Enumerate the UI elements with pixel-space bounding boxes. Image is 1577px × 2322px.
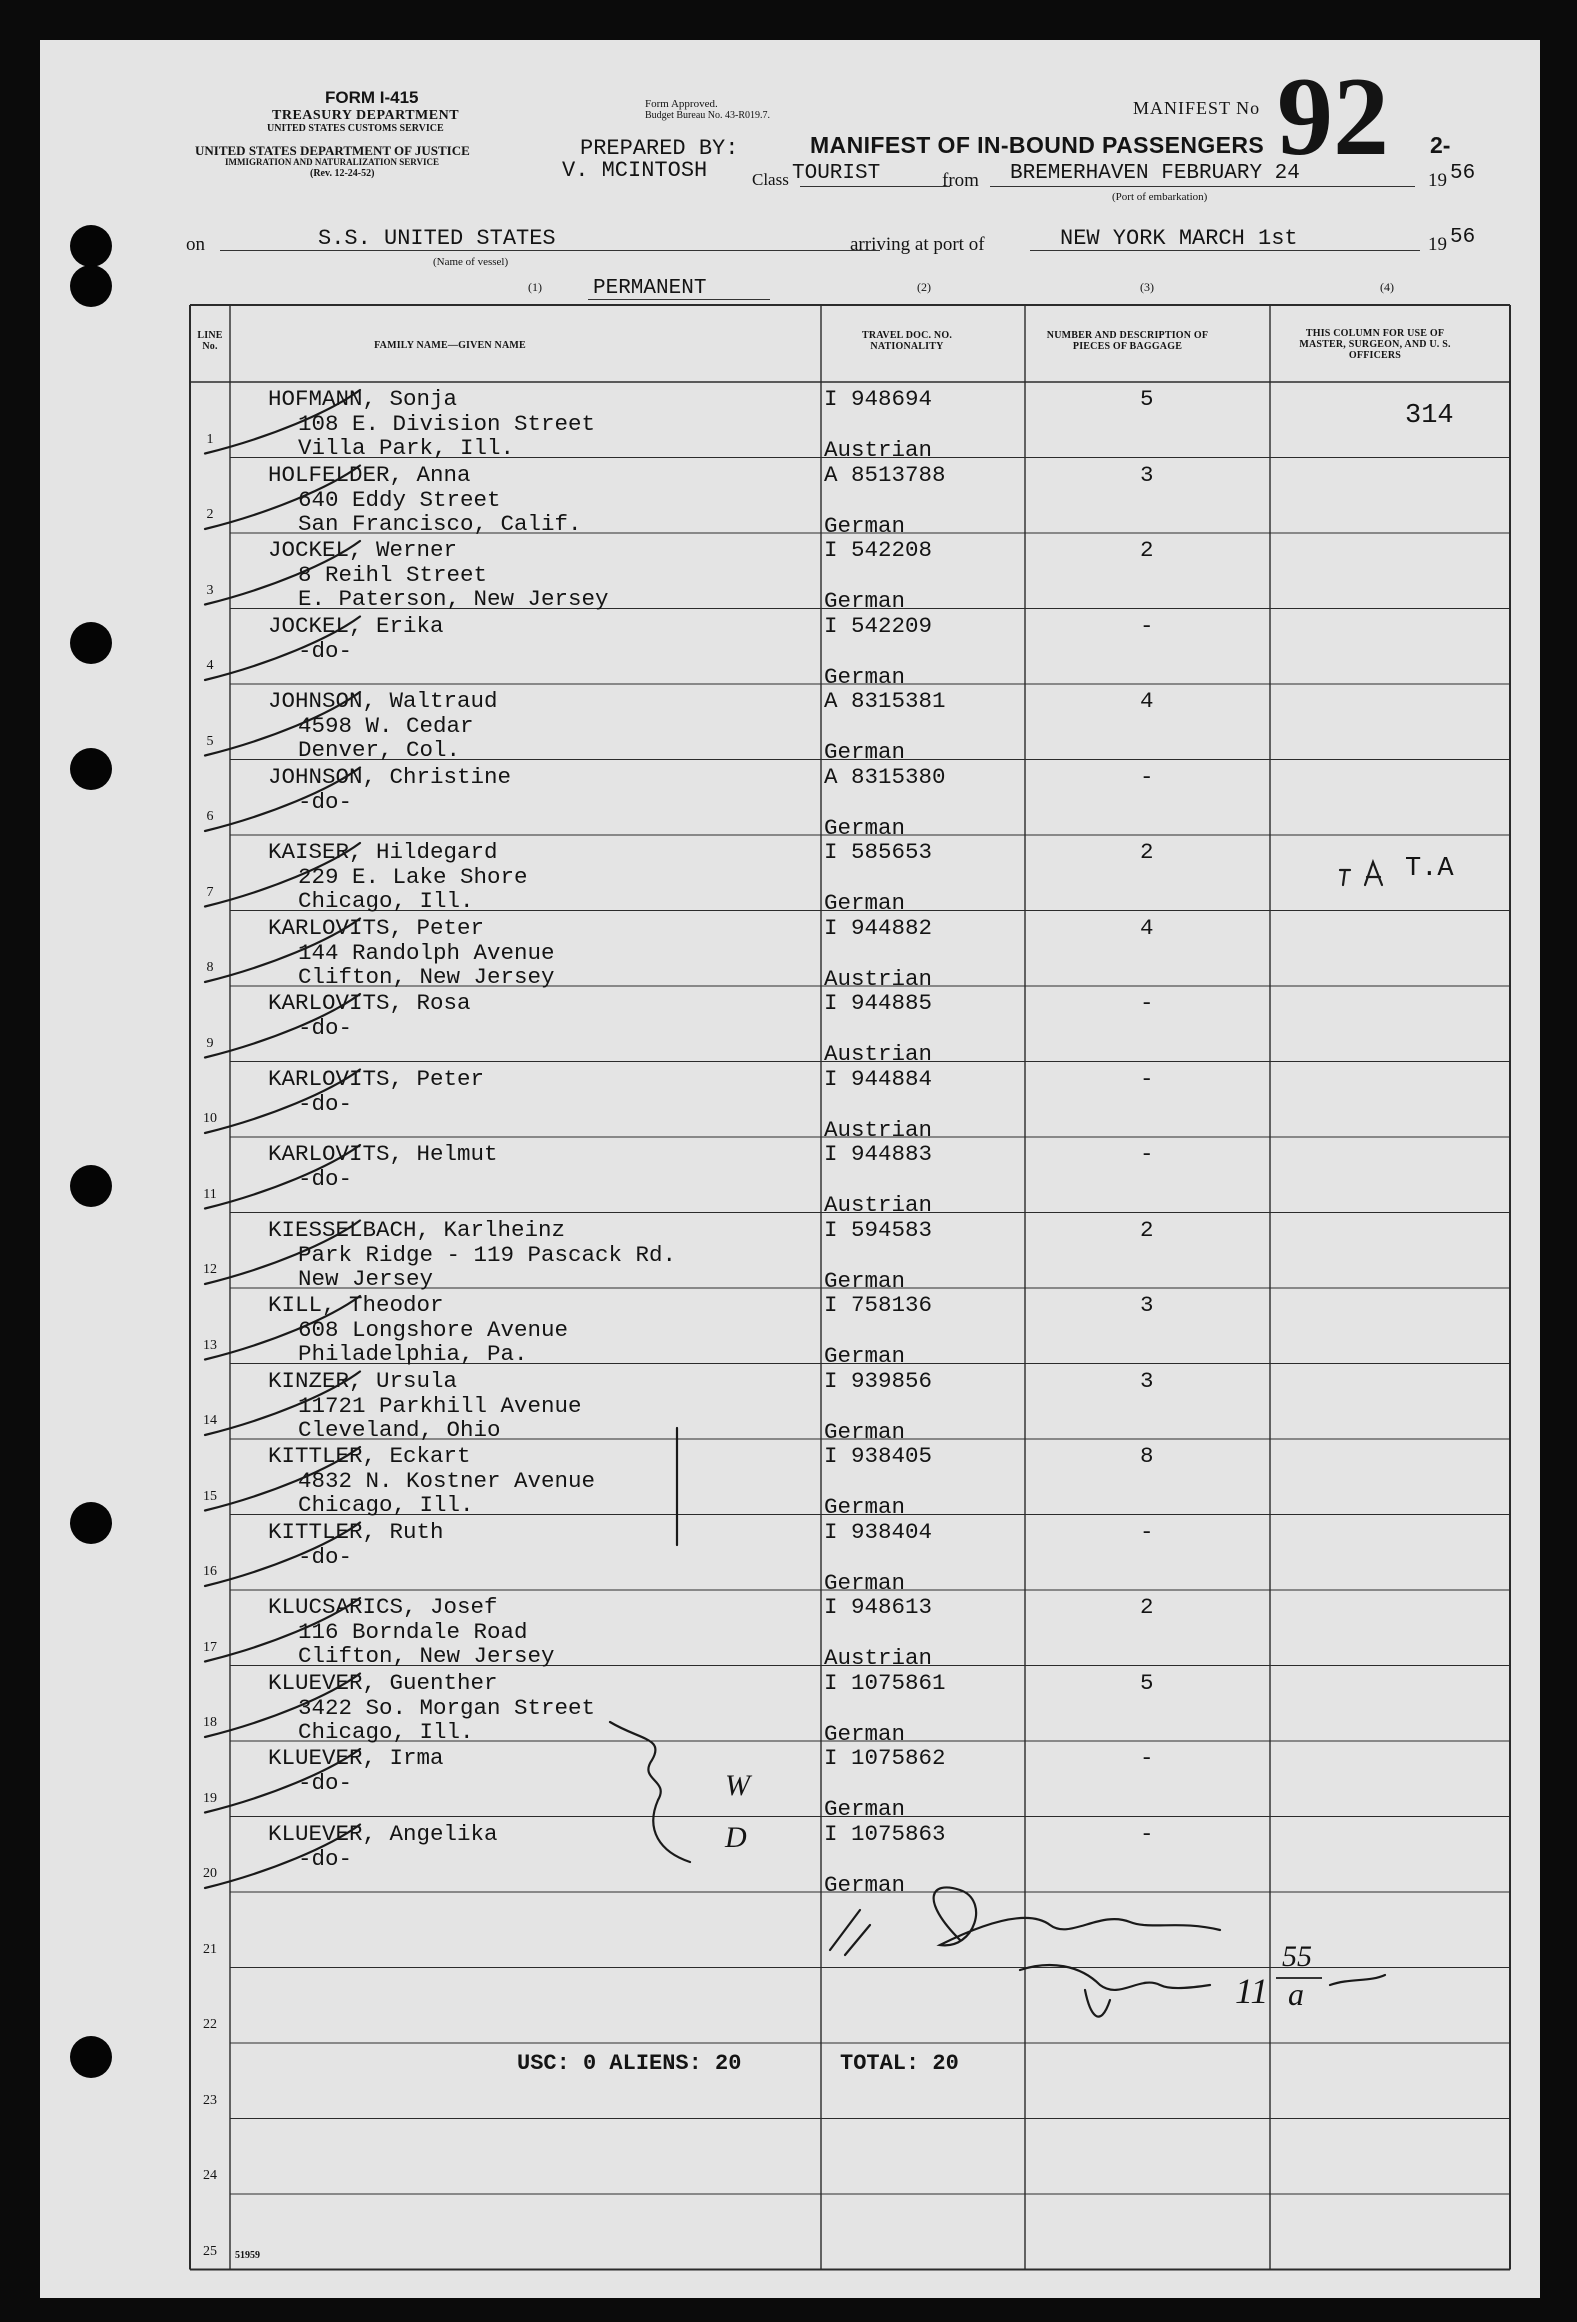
baggage-count: 2 [1140,1594,1154,1620]
line-number: 20 [203,1866,217,1881]
vessel-name: S.S. UNITED STATES [318,226,556,251]
nationality: Austrian [824,1116,933,1143]
prepared-by-label: PREPARED BY: [580,136,739,161]
line-number: 18 [203,1715,217,1730]
address-line-1: -do- [298,1166,353,1192]
passenger-name: KLUEVER, Irma [268,1745,444,1771]
total-count: TOTAL: 20 [840,2051,959,2076]
manifest-title-tail: 2- [1430,132,1451,158]
travel-doc-number: I 594583 [824,1216,933,1243]
column-number: (3) [1140,280,1154,294]
baggage-count: - [1140,763,1154,790]
passenger-name: KLUEVER, Angelika [268,1820,498,1847]
travel-doc-number: I 939856 [824,1367,933,1394]
passenger-name: JOHNSON, Christine [268,763,512,790]
passenger-name: JOCKEL, Erika [268,612,444,639]
nationality: Austrian [824,437,933,463]
address-line-1: -do- [298,788,353,815]
baggage-count: - [1140,1141,1154,1167]
baggage-count: 4 [1140,914,1154,941]
officer-note: 314 [1405,401,1454,431]
travel-doc-number: I 1075863 [824,1820,946,1847]
fraction-numerator: 55 [1282,1940,1312,1973]
line-number: 25 [203,2243,217,2259]
baggage-count: 3 [1140,461,1154,488]
check-mark [205,994,360,1058]
nationality: German [824,663,906,690]
signature-stroke [1020,1965,1210,1990]
check-mark [205,541,360,605]
line-number: 9 [206,1035,214,1051]
check-mark [205,617,360,681]
fraction-denominator: a [1288,1976,1304,2012]
address-line-1: 640 Eddy Street [298,486,501,513]
slash-mark [845,1925,870,1955]
nationality: German [824,739,906,765]
class-label: Class [752,170,789,189]
nationality: German [824,890,906,916]
department-of-justice: UNITED STATES DEPARTMENT OF JUSTICE [195,143,470,158]
travel-doc-number: I 948613 [824,1594,933,1620]
line-number: 14 [203,1413,217,1428]
column-number: (1) [528,280,542,294]
check-mark [205,1447,360,1511]
line-number: 16 [203,1564,217,1579]
line-number: 21 [203,1941,217,1957]
baggage-count: 4 [1140,688,1154,714]
address-line-2: Chicago, Ill. [298,888,474,914]
address-line-2: E. Paterson, New Jersey [298,586,609,612]
line-number: 11 [203,1186,217,1202]
check-mark [205,466,360,530]
travel-doc-number: I 944883 [824,1141,933,1167]
travel-doc-number: A 8315380 [824,763,946,790]
nationality: German [824,512,906,539]
nationality: Austrian [824,1041,933,1067]
line-number: 4 [206,658,214,673]
signature-stroke [1085,1990,1110,2017]
address-line-2: Clifton, New Jersey [298,1643,555,1669]
manifest-title: MANIFEST OF IN-BOUND PASSENGERS [810,132,1265,158]
manifest-page [40,40,1540,2298]
passenger-name: KLUCSARICS, Josef [268,1594,498,1620]
line-number: 22 [203,2017,217,2032]
line-number: 13 [203,1337,217,1353]
address-line-2: Philadelphia, Pa. [298,1341,528,1367]
address-line-2: Chicago, Ill. [298,1492,474,1518]
line-number: 10 [203,1111,217,1126]
address-line-1: -do- [298,637,353,664]
baggage-count: - [1140,612,1154,639]
form-number: FORM I-415 [325,88,419,107]
fraction-tail [1330,1975,1385,1985]
passenger-name: KITTLER, Eckart [268,1443,471,1469]
nationality: German [824,814,906,841]
vessel-caption: (Name of vessel) [433,256,509,268]
line-number: 8 [206,960,214,975]
line-number: 6 [206,809,214,824]
category-permanent: PERMANENT [593,277,707,300]
address-line-1: 11721 Parkhill Avenue [298,1392,582,1419]
line-number: 23 [203,2092,217,2108]
arrival-port-date: NEW YORK MARCH 1st [1060,226,1298,251]
address-line-1: -do- [298,1770,353,1796]
line-number: 1 [206,431,214,447]
print-code: 51959 [235,2250,260,2261]
address-line-2: Denver, Col. [298,737,461,763]
nationality: German [824,1871,906,1898]
check-mark [205,390,360,454]
nationality: Austrian [824,1192,933,1218]
travel-doc-number: I 542208 [824,537,933,563]
nationality: German [824,1267,906,1294]
address-line-1: 144 Randolph Avenue [298,939,555,966]
baggage-count: 8 [1140,1443,1154,1469]
address-line-1: 8 Reihl Street [298,562,488,588]
baggage-count: - [1140,1518,1154,1545]
check-mark [205,1523,360,1587]
nationality: German [824,1494,906,1520]
nationality: German [824,588,906,614]
check-mark [205,843,360,907]
line-number: 17 [203,1639,217,1655]
passenger-name: HOFMANN, Sonja [268,386,458,412]
manifest-number: 92 [1277,55,1389,179]
arrival-year: 56 [1450,226,1476,249]
passenger-name: KILL, Theodor [268,1292,444,1318]
column-number: (2) [917,280,931,294]
embarkation-year-prefix: 19 [1428,170,1447,191]
fraction-whole: 11 [1235,1971,1269,2011]
travel-doc-number: I 938405 [824,1443,933,1469]
address-line-2: New Jersey [298,1265,434,1292]
address-line-1: -do- [298,1543,353,1570]
address-line-1: -do- [298,1015,353,1041]
arriving-label: arriving at port of [850,234,985,255]
handwritten-wd: W D [725,1769,758,1854]
address-line-1: 3422 So. Morgan Street [298,1694,596,1721]
baggage-count: 3 [1140,1292,1154,1318]
baggage-count: 2 [1140,537,1154,563]
travel-doc-number: I 542209 [824,612,933,639]
travel-doc-number: I 1075862 [824,1745,946,1771]
address-line-1: 116 Borndale Road [298,1619,528,1645]
manifest-number-label: MANIFEST No [1133,98,1261,118]
immigration-service: IMMIGRATION AND NATURALIZATION SERVICE [225,157,439,167]
line-number: 5 [206,733,214,749]
check-mark [205,1674,360,1738]
handwriting-strokes [40,40,1540,2298]
header-baggage: NUMBER AND DESCRIPTION OF PIECES OF BAGGAGE [1046,330,1209,352]
passenger-name: KINZER, Ursula [268,1367,458,1394]
passenger-name: KIESSELBACH, Karlheinz [268,1216,566,1243]
nationality: German [824,1343,906,1369]
check-mark [205,1221,360,1285]
baggage-count: - [1140,1820,1154,1847]
check-mark [205,1145,360,1209]
address-line-1: -do- [298,1090,353,1117]
baggage-count: - [1140,1745,1154,1771]
form-approved: Form Approved. [645,98,718,110]
address-line-1: 608 Longshore Avenue [298,1317,569,1343]
travel-doc-number: I 944884 [824,1065,933,1092]
nationality: Austrian [824,1645,933,1671]
travel-doc-number: I 585653 [824,839,933,865]
line-number: 3 [206,582,214,598]
address-line-2: Villa Park, Ill. [298,435,515,461]
port-of-embarkation: BREMERHAVEN FEBRUARY 24 [1010,162,1300,185]
line-number: 15 [203,1488,217,1504]
check-mark [205,919,360,983]
travel-doc-number: I 948694 [824,386,933,412]
passenger-name: KAISER, Hildegard [268,839,498,865]
baggage-count: - [1140,1065,1154,1092]
port-caption: (Port of embarkation) [1112,191,1208,203]
travel-doc-number: I 938404 [824,1518,933,1545]
address-line-2: San Francisco, Calif. [298,510,582,537]
preparer-name: V. MCINTOSH [562,158,708,183]
passenger-name: JOHNSON, Waltraud [268,688,498,714]
passenger-name: KITTLER, Ruth [268,1518,444,1545]
address-line-1: 229 E. Lake Shore [298,864,528,890]
nationality: German [824,1796,906,1822]
baggage-count: 2 [1140,1216,1154,1243]
nationality: German [824,1418,906,1445]
line-number: 24 [203,2168,217,2183]
line-number: 12 [203,1262,217,1277]
nationality: German [824,1569,906,1596]
line-number: 7 [206,884,214,900]
address-line-1: Park Ridge - 119 Pascack Rd. [298,1241,677,1268]
on-label: on [186,234,205,255]
travel-doc-number: A 8315381 [824,688,946,714]
treasury-department: TREASURY DEPARTMENT [272,108,460,123]
check-mark [205,692,360,756]
check-mark [205,1372,360,1436]
baggage-count: 2 [1140,839,1154,865]
nationality: German [824,1720,906,1747]
passenger-name: JOCKEL, Werner [268,537,458,563]
line-number: 19 [203,1790,217,1806]
passenger-name: KARLOVITS, Rosa [268,990,471,1016]
address-line-1: -do- [298,1845,353,1872]
baggage-count: - [1140,990,1154,1016]
address-line-2: Cleveland, Ohio [298,1416,501,1443]
header-travel-doc: TRAVEL DOC. NO. NATIONALITY [861,330,953,352]
initials-ta [1340,862,1382,885]
address-line-2: Chicago, Ill. [298,1718,474,1745]
column-number: (4) [1380,280,1394,294]
passenger-name: KARLOVITS, Helmut [268,1141,498,1167]
passenger-name: KARLOVITS, Peter [268,1065,485,1092]
budget-bureau: Budget Bureau No. 43-R019.7. [645,110,770,121]
baggage-count: 5 [1140,1669,1154,1696]
form-revision: (Rev. 12-24-52) [310,168,375,179]
address-line-2: Clifton, New Jersey [298,963,555,990]
arrival-year-prefix: 19 [1428,234,1447,255]
baggage-count: 3 [1140,1367,1154,1394]
line-number: 2 [206,507,214,522]
address-line-1: 4598 W. Cedar [298,713,474,739]
embarkation-year: 56 [1450,162,1476,185]
check-mark [205,1296,360,1360]
header-line-number: LINE No. [197,330,223,352]
header-family-name: FAMILY NAME—GIVEN NAME [374,340,526,351]
officer-note: T.A [1405,854,1454,884]
bracket-squiggle [610,1722,690,1862]
travel-doc-number: I 944885 [824,990,933,1016]
check-mark [205,1598,360,1662]
signature-stroke [934,1887,1220,1945]
check-mark [205,1825,360,1889]
check-mark [205,1070,360,1134]
passenger-name: HOLFELDER, Anna [268,461,471,488]
nationality: Austrian [824,965,933,992]
travel-doc-number: I 1075861 [824,1669,946,1696]
class-value: TOURIST [792,162,881,185]
travel-doc-number: I 944882 [824,914,933,941]
travel-doc-number: A 8513788 [824,461,946,488]
passenger-name: KARLOVITS, Peter [268,914,485,941]
header-officers: THIS COLUMN FOR USE OF MASTER, SURGEON, AND U. S. OFFICERS [1299,328,1451,361]
address-line-1: 108 E. Division Street [298,411,596,437]
check-mark [205,1749,360,1813]
usc-aliens-count: USC: 0 ALIENS: 20 [517,2051,742,2076]
passenger-name: KLUEVER, Guenther [268,1669,498,1696]
travel-doc-number: I 758136 [824,1292,933,1318]
customs-service: UNITED STATES CUSTOMS SERVICE [267,123,444,134]
from-label: from [942,170,979,191]
baggage-count: 5 [1140,386,1154,412]
address-line-1: 4832 N. Kostner Avenue [298,1468,596,1494]
check-mark [205,768,360,832]
